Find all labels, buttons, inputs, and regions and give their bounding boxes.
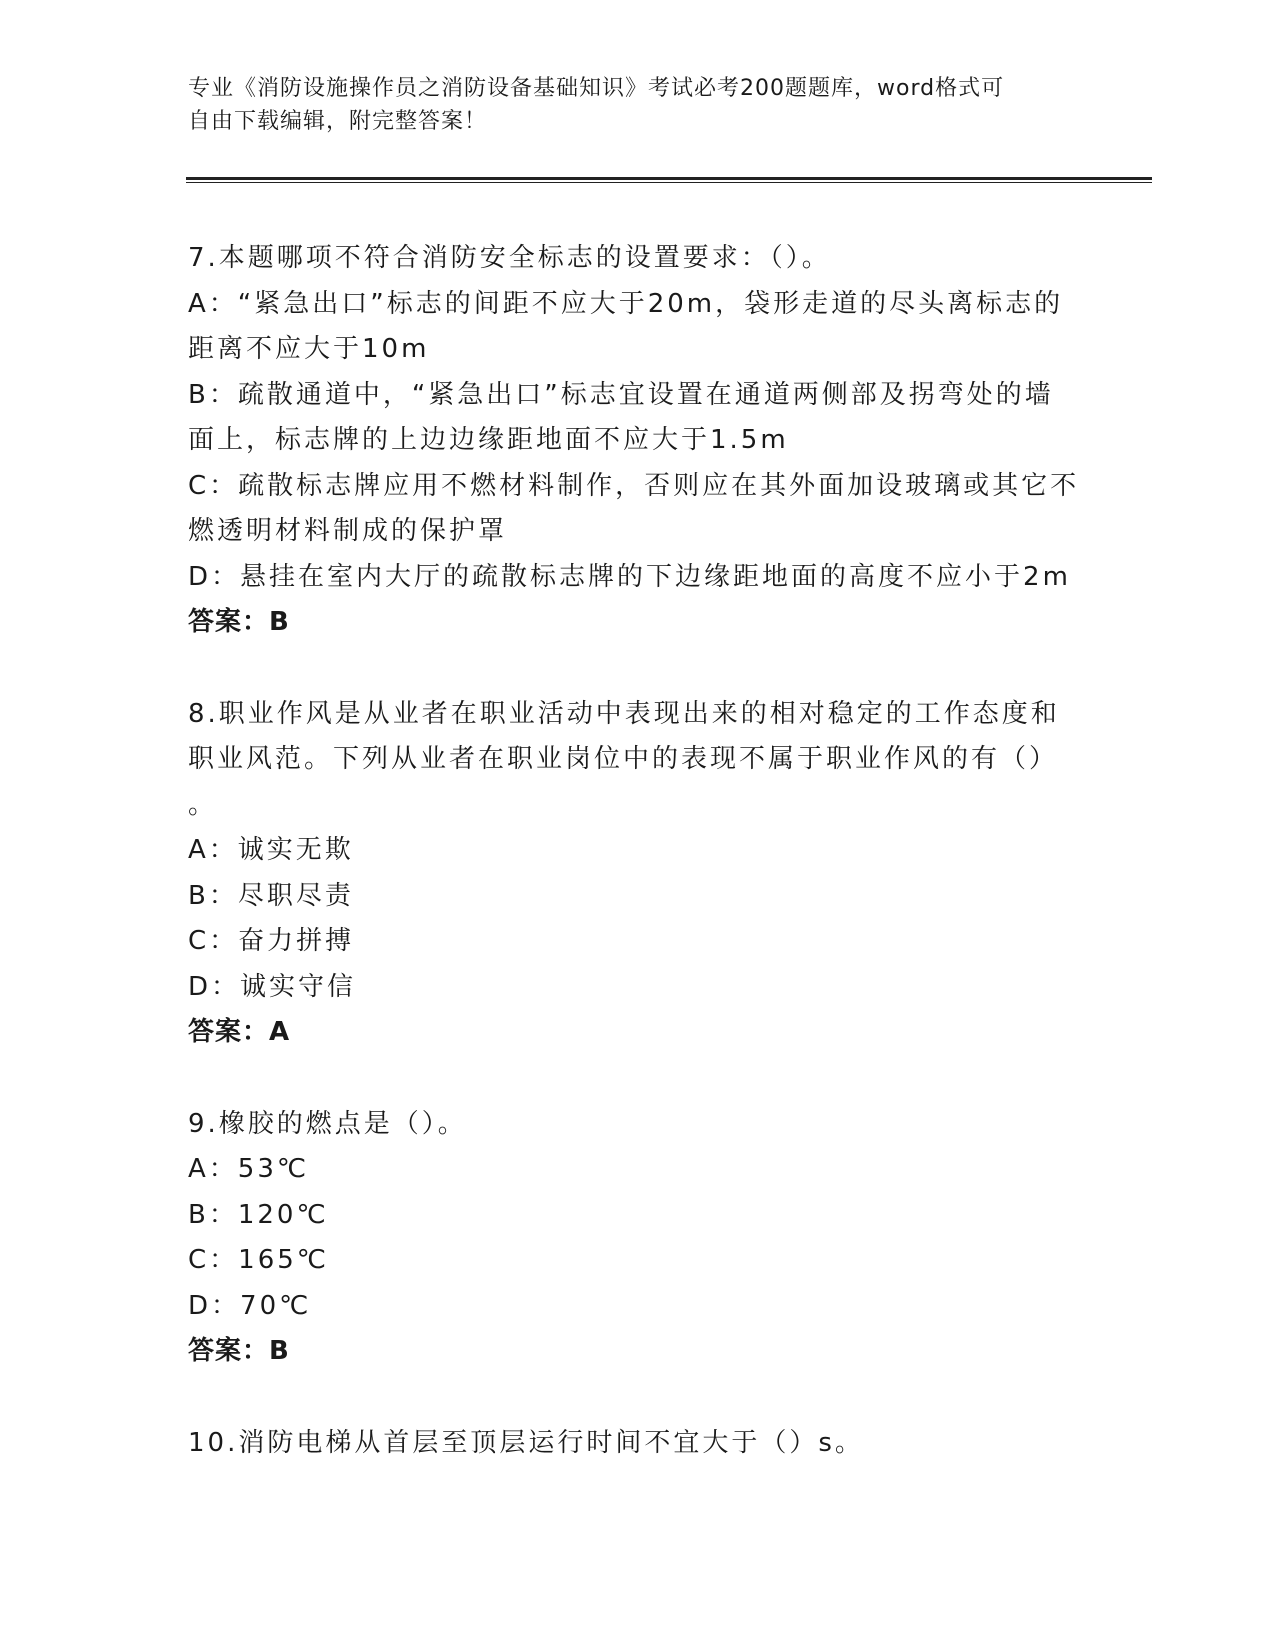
option-a-line-1: A：“紧急出口”标志的间距不应大于20m，袋形走道的尽头离标志的 — [188, 288, 1064, 319]
option-a: A：诚实无欺 — [188, 835, 354, 865]
question-stem-line-1: 8.职业作风是从业者在职业活动中表现出来的相对稳定的工作态度和 — [188, 698, 1060, 729]
option-c-line-1: C：疏散标志牌应用不燃材料制作，否则应在其外面加设玻璃或其它不 — [188, 470, 1080, 501]
question-list — [188, 236, 1088, 1466]
option-d: D：诚实守信 — [188, 971, 357, 1002]
question-stem-line-3: 。 — [188, 789, 215, 820]
option-c: C：165℃ — [188, 1245, 329, 1275]
header-line-2: 自由下载编辑，附完整答案！ — [188, 109, 488, 134]
option-c: C：奋力拼搏 — [188, 926, 355, 956]
header-line-1: 专业《消防设施操作员之消防设备基础知识》考试必考200题题库，word格式可 — [188, 76, 1005, 101]
question-8 — [188, 692, 1088, 1056]
spacer — [188, 1056, 1088, 1102]
answer-label: 答案：B — [188, 607, 290, 637]
header-divider-thick — [186, 177, 1152, 180]
question-stem: 7.本题哪项不符合消防安全标志的设置要求：（）。 — [188, 243, 831, 273]
option-d: D：70℃ — [188, 1290, 312, 1321]
option-c-line-2: 燃透明材料制成的保护罩 — [188, 516, 508, 546]
question-stem: 10.消防电梯从首层至顶层运行时间不宜大于（）s。 — [188, 1427, 864, 1458]
question-stem-line-2: 职业风范。下列从业者在职业岗位中的表现不属于职业作风的有（） — [188, 744, 1059, 774]
option-a: A：53℃ — [188, 1154, 310, 1184]
question-7 — [188, 236, 1088, 646]
question-9 — [188, 1102, 1088, 1375]
option-b: B：尽职尽责 — [188, 880, 354, 911]
question-10 — [188, 1421, 1088, 1467]
option-b-line-2: 面上，标志牌的上边边缘距地面不应大于1.5m — [188, 425, 789, 455]
answer-label: 答案：B — [188, 1336, 290, 1366]
document-header — [188, 72, 1078, 138]
spacer — [188, 646, 1088, 692]
option-a-line-2: 距离不应大于10m — [188, 334, 430, 364]
option-b: B：120℃ — [188, 1199, 329, 1230]
spacer — [188, 1375, 1088, 1421]
question-stem: 9.橡胶的燃点是（）。 — [188, 1108, 467, 1139]
option-d-line-1: D：悬挂在室内大厅的疏散标志牌的下边缘距地面的高度不应小于2m — [188, 561, 1071, 592]
answer-label: 答案：A — [188, 1017, 291, 1047]
option-b-line-1: B：疏散通道中，“紧急出口”标志宜设置在通道两侧部及拐弯处的墙 — [188, 379, 1054, 410]
header-divider-thin — [186, 182, 1152, 183]
